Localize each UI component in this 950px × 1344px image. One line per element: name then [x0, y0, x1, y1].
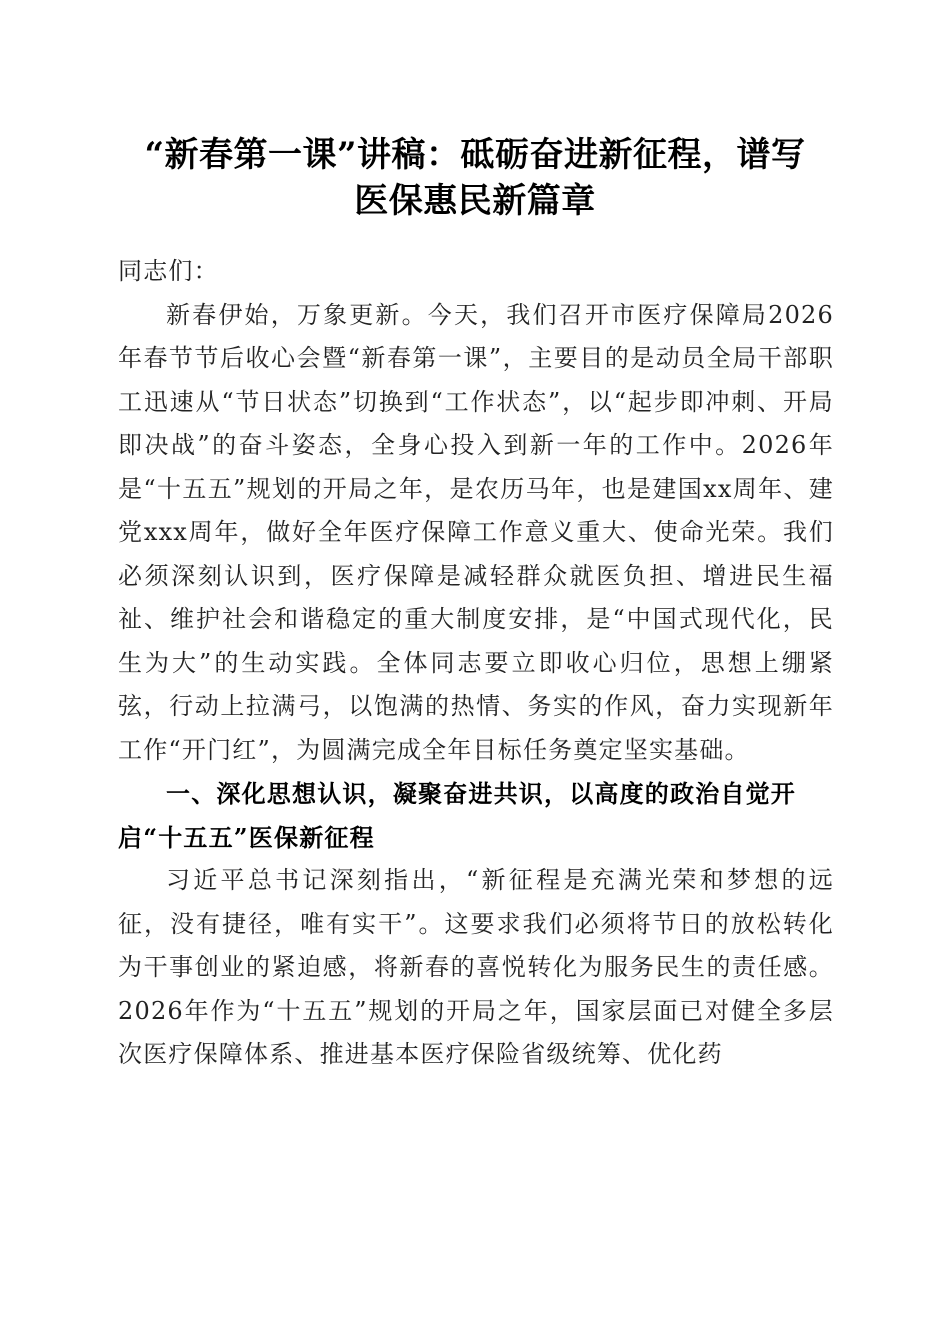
- title-line-2: 医保惠民新篇章: [354, 181, 596, 221]
- intro-paragraph: 新春伊始，万象更新。今天，我们召开市医疗保障局2026年春节节后收心会暨“新春第一课”，主要目的是动员全局干部职工迅速从“节日状态”切换到“工作状态”，以“起步即冲刺、开局即决战”的奋斗姿态，全身心投入到新一年的工作中。2026年是“十五五”规划的开局之年，是农历马年，也是建国xx周年、建党xxx周年，做好全年医疗保障工作意义重大、使命光荣。我们必须深刻认识到，医疗保障是减轻群众就医负担、增进民生福祉、维护社会和谐稳定的重大制度安排，是“中国式现代化，民生为大”的生动实践。全体同志要立即收心归位，思想上绷紧弦，行动上拉满弓，以饱满的热情、务实的作风，奋力实现新年工作“开门红”，为圆满完成全年目标任务奠定坚实基础。: [118, 300, 834, 764]
- salutation: 同志们：: [118, 257, 219, 285]
- document-title: [100, 132, 850, 224]
- section-1-heading: 一、深化思想认识，凝聚奋进共识，以高度的政治自觉开启“十五五”医保新征程: [118, 779, 796, 852]
- section-1-paragraph: 习近平总书记深刻指出，“新征程是充满光荣和梦想的远征，没有捷径，唯有实干”。这要求我们必须将节日的放松转化为干事创业的紧迫感，将新春的喜悦转化为服务民生的责任感。2026年作为“十五五”规划的开局之年，国家层面已对健全多层次医疗保障体系、推进基本医疗保险省级统筹、优化药: [118, 866, 834, 1068]
- document-body: [118, 250, 834, 1077]
- title-line-1: “新春第一课”讲稿：砥砺奋进新征程，谱写: [144, 135, 806, 175]
